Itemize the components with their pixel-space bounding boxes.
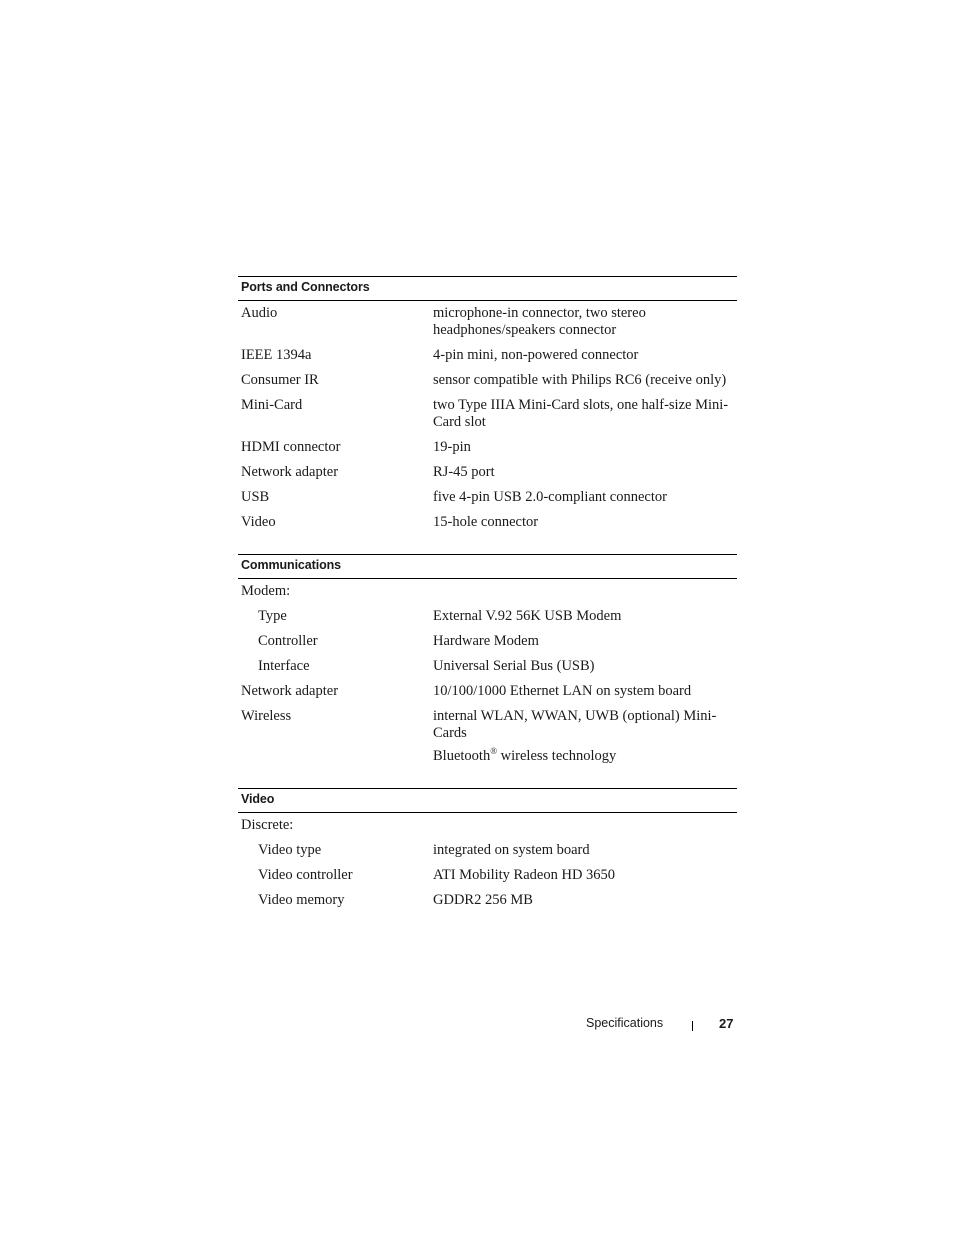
spec-label: Mini-Card	[241, 397, 303, 413]
spec-label: Interface	[258, 658, 310, 674]
spec-value-line: 19-pin	[433, 439, 471, 455]
spec-value	[433, 372, 737, 389]
spec-value	[433, 817, 737, 834]
spec-value	[433, 514, 737, 531]
spec-row	[238, 303, 737, 345]
spec-section	[238, 788, 737, 915]
spec-value-line: GDDR2 256 MB	[433, 892, 533, 908]
spec-value	[433, 489, 737, 506]
spec-label: Video type	[258, 842, 322, 858]
spec-value-line: Universal Serial Bus (USB)	[433, 658, 595, 674]
spec-row	[238, 462, 737, 487]
section-title: Communications	[238, 555, 737, 579]
spec-value-line: microphone-in connector, two stereo headphones/speakers connector	[433, 305, 646, 338]
spec-value-line: Bluetooth® wireless technology	[433, 746, 617, 764]
footer-divider	[692, 1021, 693, 1031]
spec-value	[433, 842, 737, 859]
spec-label: Consumer IR	[241, 372, 319, 388]
spec-row	[238, 581, 737, 606]
footer-section-name: Specifications	[586, 1016, 664, 1030]
spec-row	[238, 890, 737, 915]
spec-value-line: internal WLAN, WWAN, UWB (optional) Mini-Cards	[433, 708, 717, 741]
spec-row	[238, 840, 737, 865]
spec-section	[238, 554, 737, 771]
spec-value-line: five 4-pin USB 2.0-compliant connector	[433, 489, 667, 505]
spec-value	[433, 397, 737, 431]
spec-value-line: External V.92 56K USB Modem	[433, 608, 622, 624]
spec-label: IEEE 1394a	[241, 347, 312, 363]
spec-value-line: integrated on system board	[433, 842, 590, 858]
spec-value-line: ATI Mobility Radeon HD 3650	[433, 867, 616, 883]
specifications-table	[238, 276, 737, 932]
spec-row	[238, 606, 737, 631]
spec-row	[238, 656, 737, 681]
spec-value	[433, 608, 737, 625]
spec-value	[433, 867, 737, 884]
spec-value	[433, 658, 737, 675]
spec-label: Type	[258, 608, 287, 624]
spec-label: Controller	[258, 633, 318, 649]
spec-value-line: sensor compatible with Philips RC6 (receive only)	[433, 372, 727, 388]
page-footer	[586, 1016, 736, 1034]
spec-label: Audio	[241, 305, 278, 321]
spec-value	[433, 633, 737, 650]
page-number: 27	[719, 1016, 734, 1031]
section-rows	[238, 813, 737, 915]
spec-row	[238, 345, 737, 370]
spec-row	[238, 706, 737, 771]
spec-row	[238, 370, 737, 395]
spec-label: Video controller	[258, 867, 353, 883]
section-title: Ports and Connectors	[238, 277, 737, 301]
spec-row	[238, 631, 737, 656]
spec-label: Video	[241, 514, 276, 530]
section-rows	[238, 579, 737, 771]
spec-row	[238, 395, 737, 437]
spec-value	[433, 347, 737, 364]
spec-label: Network adapter	[241, 464, 339, 480]
spec-label: Modem:	[241, 583, 291, 599]
spec-value-line: Hardware Modem	[433, 633, 539, 649]
spec-label: Discrete:	[241, 817, 294, 833]
spec-label: USB	[241, 489, 270, 505]
spec-label: Network adapter	[241, 683, 339, 699]
spec-value	[433, 708, 737, 765]
spec-value-line: RJ-45 port	[433, 464, 495, 480]
section-title: Video	[238, 789, 737, 813]
spec-value-line: 4-pin mini, non-powered connector	[433, 347, 639, 363]
spec-value	[433, 892, 737, 909]
spec-row	[238, 487, 737, 512]
spec-value	[433, 583, 737, 600]
spec-value-line: 15-hole connector	[433, 514, 539, 530]
spec-row	[238, 437, 737, 462]
spec-value-line: 10/100/1000 Ethernet LAN on system board	[433, 683, 692, 699]
spec-value	[433, 683, 737, 700]
spec-row	[238, 681, 737, 706]
spec-label: Wireless	[241, 708, 292, 724]
spec-label: Video memory	[258, 892, 345, 908]
spec-value	[433, 464, 737, 481]
spec-section	[238, 276, 737, 537]
spec-value	[433, 439, 737, 456]
spec-row	[238, 815, 737, 840]
spec-row	[238, 865, 737, 890]
spec-label: HDMI connector	[241, 439, 341, 455]
spec-row	[238, 512, 737, 537]
spec-value	[433, 305, 737, 339]
section-rows	[238, 301, 737, 537]
spec-value-line: two Type IIIA Mini-Card slots, one half-size Mini-Card slot	[433, 397, 729, 430]
